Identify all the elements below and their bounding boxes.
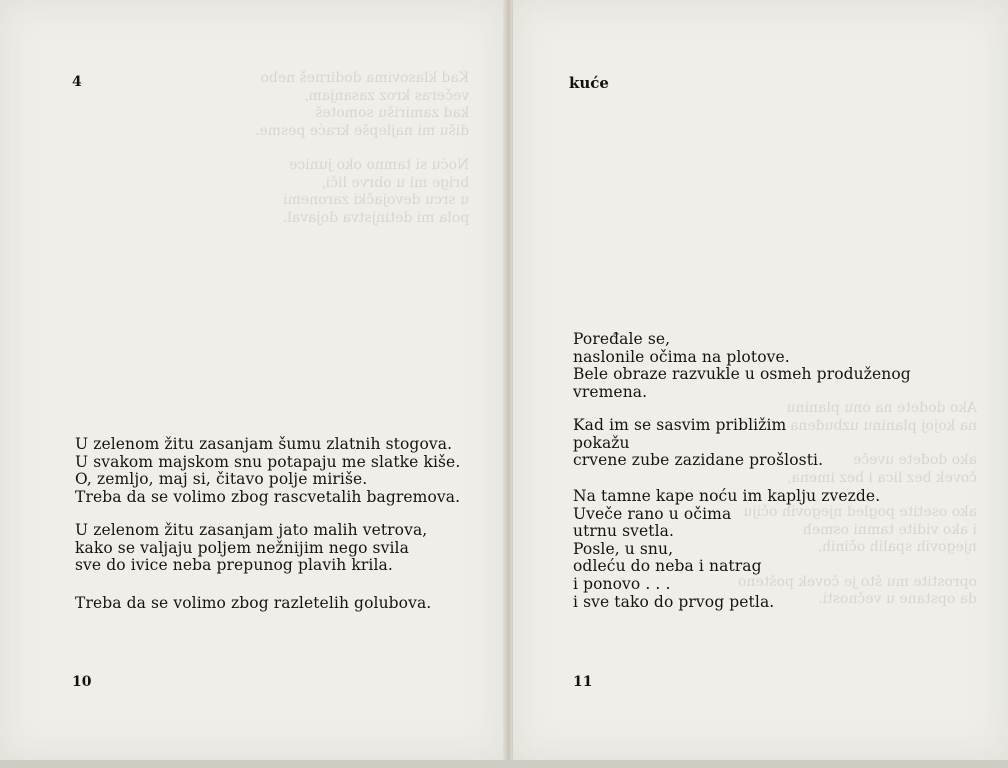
left-stanza-3 [75,595,431,613]
verse-line: Bele obraze razvukle u osmeh produženog [573,365,911,384]
left-stanza-1 [75,436,460,506]
verse-line: sve do ivice neba prepunog plavih krila. [75,556,393,575]
verse-line: Treba da se volimo zbog razletelih golubova. [75,594,432,612]
verse-line: pokažu [573,433,630,452]
right-stanza-2 [573,417,823,470]
verse-line: kako se valjaju poljem nežnijim nego svila [75,538,409,557]
spread-bottom-edge [0,760,1008,768]
verse-line: O, zemljo, maj si, čitavo polje miriše. [75,470,368,489]
page-number-right: 11 [573,674,593,690]
bleed-through-text: Kad klasovima dodirneš nebo večeras kroz zasanjam, kad zamirišu somoteš dišu mi najlepše kraće pesme. Noću si tamno oko junice brige mi u obrve liči, u srcu devojački zaronemi pola mi detinjstva dojaval. [255,70,470,226]
left-stanza-2 [75,522,427,575]
page-number-left: 10 [72,674,92,690]
verse-line: odleću do neba i natrag [573,557,762,576]
poem-title: kuće [569,74,609,92]
verse-line: Na tamne kape noću im kaplju zvezde. [573,487,881,505]
verse-line: Posle, u snu, [573,539,674,558]
verse-line: crvene zube zazidane prošlosti. [573,451,824,470]
verse-line: utrnu svetla. [573,522,675,541]
verse-line: Treba da se volimo zbog rascvetalih bagremova. [75,487,461,506]
verse-line: i sve tako do prvog petla. [573,592,775,611]
verse-line: naslonile očima na plotove. [573,347,790,366]
left-page [0,0,506,760]
bleed-through-text: Ako dođete na onu planinu na kojoj planinu uzbuđena ako dođete uveče čovek bez lica i bez imena, ako osetite pogled njegovih očiju i ako vidite tamni osmeh njegovih spalih očinih, oprostite mu što je čovek pošteno da opstane u večnosti. [738,400,977,607]
verse-line: U svakom majskom snu potapaju me slatke kiše. [75,452,461,471]
verse-line: vremena. [573,382,648,401]
section-number: 4 [72,74,82,90]
verse-line: Kad im se sasvim približim [573,416,787,434]
right-stanza-3 [573,488,880,611]
right-page [512,0,1008,760]
verse-line: i ponovo . . . [573,574,671,593]
verse-line: U zelenom žitu zasanjam šumu zlatnih stogova. [75,435,453,453]
verse-line: U zelenom žitu zasanjam jato malih vetrova, [75,521,428,539]
verse-line: Poređale se, [573,330,671,348]
right-stanza-1 [573,331,911,401]
verse-line: Uveče rano u očima [573,504,732,523]
